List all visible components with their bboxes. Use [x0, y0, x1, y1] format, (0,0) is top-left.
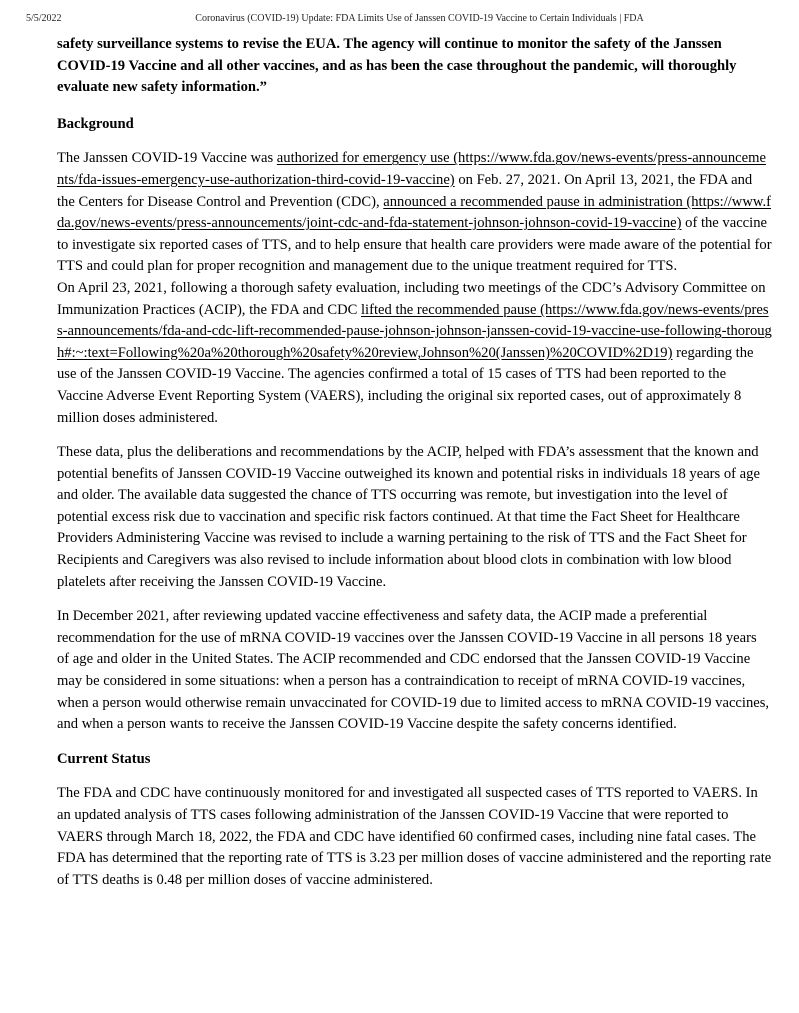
print-date: 5/5/2022 [26, 13, 62, 24]
text-run: of the vaccine to investigate six reported cases of TTS, and to help ensure that health care providers were made aware of the potential for TTS and could plan for proper recognition and management due to the unique treatment required for TTS. [57, 215, 772, 275]
eua-authorization-link[interactable]: authorized for emergency use (https://www.fda.gov/news-events/press-announcements/fda-issues-emergency-use-authorization-third-covid-19-vaccine) [57, 150, 766, 188]
print-page-title: Coronavirus (COVID-19) Update: FDA Limits Use of Janssen COVID-19 Vaccine to Certain Individuals | FDA [195, 13, 644, 24]
current-status-heading: Current Status [57, 750, 151, 767]
background-paragraph-2 [57, 278, 772, 429]
pause-lifted-link[interactable]: lifted the recommended pause (https://www.fda.gov/news-events/press-announcements/fda-and-cdc-lift-recommended-pause-johnson-johnson-janssen-covid-19-vaccine-use-following-thorough#:~:text=Following%20a%20thorough%20safety%20review,Johnson%20(Janssen)%20COVID%2D19) [57, 301, 772, 361]
pause-announcement-link[interactable]: announced a recommended pause in administration (https://www.fda.gov/news-events/press-announcements/joint-cdc-and-fda-statement-johnson-johnson-covid-19-vaccine) [57, 193, 771, 232]
background-paragraph-4: In December 2021, after reviewing updated vaccine effectiveness and safety data, the ACIP made a preferential recommendation for the use of mRNA COVID-19 vaccines over the Janssen COVID-19 Vaccine in all persons 18 years of age and older in the United States. The ACIP recommended and CDC endorsed that the Janssen COVID-19 Vaccine may be considered in some situations: when a person has a contraindication to receipt of mRNA COVID-19 vaccines, when a person would otherwise remain unvaccinated for COVID-19 due to limited access to mRNA COVID-19 vaccines, and when a person wants to receive the Janssen COVID-19 Vaccine despite the safety concerns identified. [57, 608, 770, 733]
quote-continuation: safety surveillance systems to revise the EUA. The agency will continue to monitor the safety of the Janssen COVID-19 Vaccine and all other vaccines, and as has been the case throughout the pandemic, will thoroughly evaluate new safety information.” [57, 36, 737, 96]
text-run: regarding the use of the Janssen COVID-19 Vaccine. The agencies confirmed a total of 15 cases of TTS had been reported to the Vaccine Adverse Event Reporting System (VAERS), including the original six reported cases, out of approximately 8 million doses administered. [57, 344, 754, 426]
article-body [57, 34, 772, 891]
background-heading: Background [57, 115, 134, 132]
text-run: The Janssen COVID-19 Vaccine was [57, 150, 277, 167]
text-run: On April 23, 2021, following a thorough safety evaluation, including two meetings of the CDC’s Advisory Committee on Immunization Practices (ACIP), the FDA and CDC [57, 279, 766, 318]
text-run: on Feb. 27, 2021. On April 13, 2021, the FDA and the Centers for Disease Control and Prevention (CDC), [57, 171, 753, 210]
background-paragraph-3: These data, plus the deliberations and recommendations by the ACIP, helped with FDA’s assessment that the known and potential benefits of Janssen COVID-19 Vaccine outweighed its known and potential risks in individuals 18 years of age and older. The available data suggested the chance of TTS occurring was remote, but investigation into the level of potential excess risk due to vaccination and specific risk factors continued. At that time the Fact Sheet for Healthcare Providers Administering Vaccine was revised to include a warning pertaining to the risk of TTS and the Fact Sheet for Recipients and Caregivers was also revised to include information about blood clots in combination with low blood platelets after receiving the Janssen COVID-19 Vaccine. [57, 444, 760, 590]
print-header [0, 12, 799, 26]
current-status-paragraph-1: The FDA and CDC have continuously monitored for and investigated all suspected cases of TTS reported to VAERS. In an updated analysis of TTS cases following administration of the Janssen COVID-19 Vaccine that were reported to VAERS through March 18, 2022, the FDA and CDC have identified 60 confirmed cases, including nine fatal cases. The FDA has determined that the reporting rate of TTS is 3.23 per million doses of vaccine administered and the reporting rate of TTS deaths is 0.48 per million doses of vaccine administered. [57, 785, 772, 888]
background-paragraph-1 [57, 148, 772, 278]
